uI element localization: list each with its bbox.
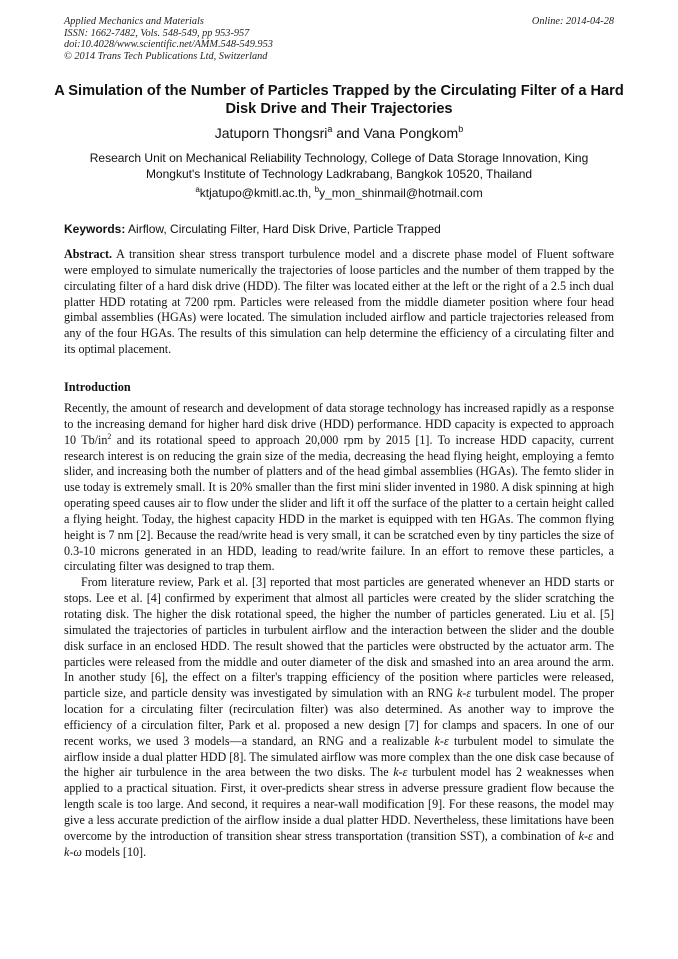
intro-paragraph-2 [64,575,614,860]
intro-p2-text-a: From literature review, Park et al. [3] reported that most particles are generated whenever an HDD starts or stops. Lee et al. [4] confirmed by experiment that almost all particles were created by the slider scratching the rotating disk. The higher the disk rotational speed, the higher the number of particles generated. Liu et al. [5] simulated the trajectories of particles in turbulent airflow and the interaction between the slider and the double disk surface in an enclosed HDD. The result showed that the particles were obstructed by the actuator arm. The particles were released from the middle and outer diameter of the disk and smashed into an area around the arm. In another study [6], the effect on a filter's trapping efficiency of the position where particles were released, particle size, and particle density was investigated by simulation with an RNG [64,575,614,701]
online-date: Online: 2014-04-28 [531,16,614,27]
k-omega-symbol: k-ω [64,844,82,859]
abstract-text: A transition shear stress transport turbulence model and a discrete phase model of Fluent software were employed to simulate numerically the trajectories of loose particles and the number of them trapped by the circulating filter of a hard disk drive (HDD). The filter was located either at the left or the right of a 2.5 inch dual platter HDD rotating at 7200 rpm. Particles were released from the middle diameter position where four head gimbal assemblies (HGAs) were located. The simulation included airflow and particle trajectories released from any of the four HGAs. The results of this simulation can help determine the efficiency of a circulating filter and its optimal placement. [64,247,614,357]
section-heading-introduction: Introduction [64,380,131,394]
intro-p1-text-b: and its rotational speed to approach 20,000 rpm by 2015 [1]. To increase HDD capacity, current research interest is on reducing the grain size of the media, decreasing the head flying height, employing a femto slider, and increasing both the number of platters and of the head gimbal assemblies (HGAs). The femto slider in use today is extremely small. It is 20% smaller than the first mini slider invented in 1980. A disk spinning at high operating speed causes air to flow under the slider and lift it off the surface of the platter to a certain height called a flying height. Today, the highest capacity HDD in the market is equipped with ten HGAs. The common flying height is 7 nm [2]. Because the read/write head is very small, it can be scratched even by tiny particles the size of 0.3-10 microns generated in an HDD, leading to read/write failure. In an effort to remove these particles, a circulating filter was designed to trap them. [64,432,614,574]
affiliation: Research Unit on Mechanical Reliability Technology, College of Data Storage Innovation, King Mongkut's Institute of Technology Ladkrabang, Bangkok 10520, Thailand [89,151,589,181]
email-line [40,185,638,201]
abstract [64,247,614,358]
k-epsilon-symbol: k-ε [578,828,593,843]
k-epsilon-symbol: k-ε [456,686,472,701]
author-2-mark: b [458,124,464,134]
intro-paragraph-1 [64,401,614,575]
author-line [40,124,638,142]
email-b-mark: b [314,185,320,194]
intro-p2-text-b: turbulent model. The proper location for a circulating filter (recirculation filter) was also determined. As another way to improve the efficiency of a circulation filter, Park et al. proposed a new design [7] for clamps and spacers. In one of our recent works, we used 3 models—a standard, an RNG and a realizable [64,686,614,748]
intro-p1-text-a: Recently, the amount of research and development of data storage technology has increased rapidly as a response to the increasing demand for higher hard disk drive (HDD) performance. HDD capacity is expected to approach 10 Tb/in [64,401,614,447]
keywords-text: Airflow, Circulating Filter, Hard Disk Drive, Particle Trapped [125,222,441,236]
issn: ISSN: 1662-7482, Vols. 548-549, pp 953-957 [64,27,250,39]
intro-p2-text-e: and [592,828,614,843]
author-and: and [332,125,364,141]
keywords-label: Keywords: [64,222,126,236]
author-2: Vana Pongkom [363,125,459,141]
intro-p2-text-d: turbulent model has 2 weaknesses when applied to a practical situation. First, it over-predicts shear stress in adverse pressure gradient flow because the length scale is too large. And second, it requires a near-wall modification [9]. For these reasons, the model may give a less accurate prediction of the airflow inside a dual platter HDD. Nevertheless, these limitations have been overcome by the introduction of transition shear stress transportation (transition SST), a combination of [64,765,614,843]
email-a: ktjatupo@kmitl.ac.th, [199,186,315,200]
author-1: Jatuporn Thongsri [214,125,328,141]
doi: doi:10.4028/www.scientific.net/AMM.548-549.953 [64,39,273,51]
intro-p1-superscript: 2 [107,431,112,441]
intro-p2-text-f: models [10]. [81,844,147,859]
abstract-label: Abstract. [64,247,113,261]
email-a-mark: a [195,185,200,194]
introduction-body [64,401,614,860]
paper-title: A Simulation of the Number of Particles Trapped by the Circulating Filter of a Hard Disk Drive and Their Trajectories [54,83,624,117]
k-epsilon-symbol: k-ε [393,765,408,780]
journal-name: Applied Mechanics and Materials [64,16,204,27]
author-1-mark: a [327,124,333,134]
intro-p2-text-c: turbulent model to simulate the airflow inside a dual platter HDD [8]. The simulated airflow was more complex than the one disk case because of the higher air turbulence in the area between the two disks. The [64,733,614,780]
email-b: y_mon_shinmail@hotmail.com [319,186,483,200]
k-epsilon-symbol: k-ε [434,733,449,748]
keywords [64,221,614,237]
copyright: © 2014 Trans Tech Publications Ltd, Switzerland [64,50,268,62]
journal-header [64,16,273,62]
